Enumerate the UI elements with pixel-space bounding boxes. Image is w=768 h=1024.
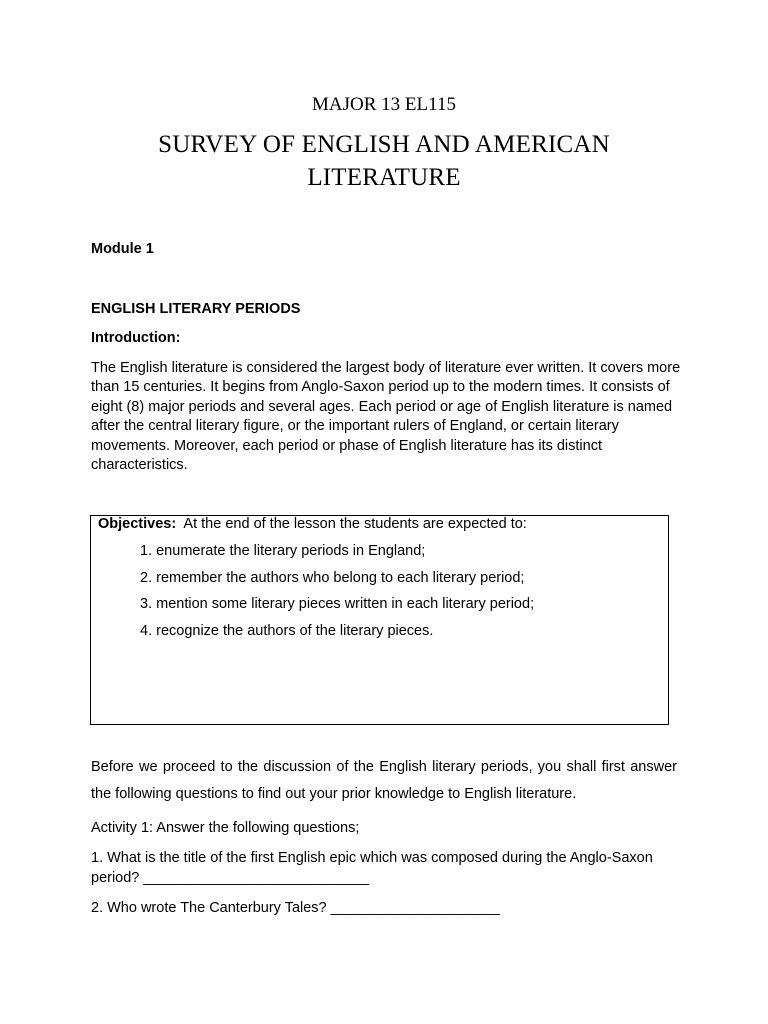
objective-item: 2. remember the authors who belong to each literary period; — [140, 570, 525, 586]
objectives-lead — [98, 515, 527, 533]
objectives-label: Objectives: — [98, 516, 177, 532]
introduction-heading: Introduction: — [91, 330, 181, 346]
objective-item: 4. recognize the authors of the literary pieces. — [140, 623, 434, 639]
proceed-paragraph: Before we proceed to the discussion of the English literary periods, you shall first answer the following questions to find out your prior knowledge to English literature. — [91, 759, 677, 802]
course-code: MAJOR 13 EL115 — [312, 94, 456, 115]
introduction-paragraph: The English literature is considered the largest body of literature ever written. It covers more than 15 centuries. It begins from Anglo-Saxon period up to the modern times. It consists of eight (8) major periods and several ages. Each period or age of English literature is named after the central literary figure, or the important rulers of England, or certain literary movements. Moreover, each period or phase of English literature has its distinct characteristics. — [91, 360, 681, 474]
question-item: 1. What is the title of the first English epic which was composed during the Anglo-Saxon period? ____________________________ — [91, 850, 653, 886]
question-item: 2. Who wrote The Canterbury Tales? _____________________ — [91, 900, 500, 916]
course-title: SURVEY OF ENGLISH AND AMERICAN LITERATURE — [158, 131, 610, 191]
objective-item: 1. enumerate the literary periods in England; — [140, 543, 426, 559]
objective-item: 3. mention some literary pieces written in each literary period; — [140, 596, 535, 612]
section-title: ENGLISH LITERARY PERIODS — [91, 301, 301, 317]
activity-heading: Activity 1: Answer the following questions; — [91, 820, 360, 836]
module-label: Module 1 — [91, 241, 154, 257]
objectives-lead-text: At the end of the lesson the students are expected to: — [176, 516, 527, 532]
